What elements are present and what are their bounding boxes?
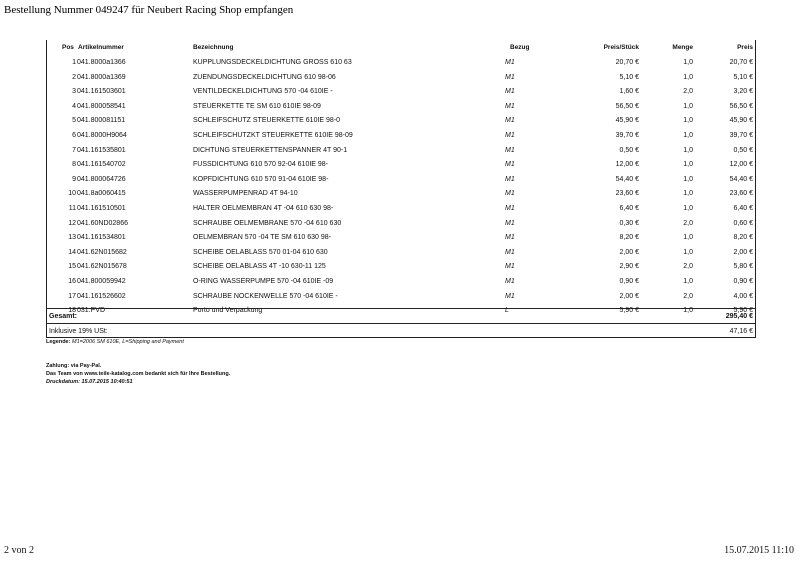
row-preis: 0,50 € [733,146,753,154]
row-artikelnummer: 041.161540702 [77,161,126,169]
legend-text: M1=2006 SM 610E, L=Shipping and Payment [71,339,184,345]
row-bezeichnung: SCHEIBE OELABLASS 4T -10 630-11 125 [193,263,326,271]
header-preis-stueck: Preis/Stück [603,44,639,51]
header-preis: Preis [737,44,753,51]
row-preis-stueck: 0,90 € [619,278,639,285]
order-table [46,40,756,338]
vat-row [47,323,755,339]
table-row [47,128,755,143]
row-pos: 1 [72,59,76,66]
row-pos: 11 [68,205,76,212]
row-preis: 54,40 € [729,175,753,183]
row-preis-stueck: 6,40 € [619,205,639,212]
row-menge: 1,0 [683,161,693,169]
row-artikelnummer: 041.800064726 [77,175,126,183]
row-preis: 45,90 € [729,117,753,125]
table-header [47,40,755,55]
row-bezug: M1 [505,248,515,256]
row-bezug: M1 [505,132,515,139]
row-bezeichnung: STEUERKETTE TE SM 610 610IE 98-09 [193,102,321,110]
row-preis-stueck: 2,00 € [619,292,639,300]
row-preis-stueck: 12,00 € [615,161,639,169]
table-row [47,70,755,85]
row-menge: 1,0 [683,117,693,125]
row-preis-stueck: 0,30 € [619,219,639,227]
row-preis-stueck: 54,40 € [615,175,639,183]
row-preis-stueck: 2,00 € [619,248,639,256]
order-notes [46,362,230,386]
payment-note: Zahlung: via Pay-Pal. [46,363,102,369]
row-menge: 1,0 [683,234,693,242]
table-row [47,289,755,304]
table-row [47,157,755,172]
row-pos: 2 [72,73,76,81]
row-bezeichnung: Porto und Verpackung [193,307,263,315]
row-pos: 13 [68,234,76,242]
row-preis-stueck: 1,60 € [619,88,639,96]
row-preis: 6,40 € [733,205,753,212]
row-artikelnummer: 041.60ND02866 [77,219,128,227]
row-pos: 17 [68,292,76,300]
row-bezug: M1 [505,278,515,285]
row-bezeichnung: FUSSDICHTUNG 610 570 92-04 610IE 98- [193,161,329,169]
row-preis-stueck: 23,60 € [615,190,639,198]
row-bezug: M1 [505,161,515,169]
row-preis-stueck: 20,70 € [615,59,639,66]
row-pos: 8 [72,161,76,169]
row-menge: 1,0 [683,278,693,285]
row-pos: 18 [68,307,76,315]
row-bezeichnung: SCHLEIFSCHUTZKT STEUERKETTE 610IE 98-09 [193,132,353,139]
total-value: 295,40 € [725,313,753,320]
print-date: Druckdatum: 15.07.2015 10:40:51 [46,379,133,385]
legend [46,339,184,345]
row-menge: 2,0 [683,292,693,300]
row-preis: 2,00 € [733,248,753,256]
table-row [47,84,755,99]
row-bezug: M1 [505,292,515,300]
row-bezeichnung: HALTER OELMEMBRAN 4T -04 610 630 98- [193,205,334,212]
row-pos: 15 [68,263,76,271]
table-row [47,172,755,187]
row-pos: 7 [72,146,76,154]
total-label: Gesamt: [49,313,78,320]
row-artikelnummer: 041.8000a1369 [77,73,126,81]
row-preis: 5,90 € [733,307,753,315]
row-preis-stueck: 0,50 € [619,146,639,154]
row-bezug: M1 [505,263,515,271]
row-menge: 1,0 [683,175,693,183]
row-preis-stueck: 8,20 € [619,234,639,242]
row-preis: 12,00 € [729,161,753,169]
table-row [47,245,755,260]
row-artikelnummer: 041.8000a1366 [77,59,126,66]
row-preis: 39,70 € [729,132,753,139]
row-bezeichnung: SCHRAUBE NOCKENWELLE 570 -04 610IE - [193,292,338,300]
row-bezeichnung: VENTILDECKELDICHTUNG 570 -04 610IE - [193,88,333,96]
row-pos: 3 [72,88,76,96]
row-preis-stueck: 56,50 € [615,102,639,110]
row-bezeichnung: ZUENDUNGSDECKELDICHTUNG 610 98-06 [193,73,336,81]
page-title: Bestellung Nummer 049247 für Neubert Racing Shop empfangen [4,4,294,16]
row-bezeichnung: SCHEIBE OELABLASS 570 01-04 610 630 [193,248,328,256]
row-bezeichnung: SCHLEIFSCHUTZ STEUERKETTE 610IE 98-0 [193,117,341,125]
row-bezug: L [505,307,509,315]
row-menge: 2,0 [683,263,693,271]
row-pos: 12 [68,219,76,227]
row-preis: 5,10 € [733,73,753,81]
table-row [47,216,755,231]
row-artikelnummer: 031.PVD [77,307,106,315]
row-menge: 1,0 [683,307,693,315]
total-row [47,308,755,324]
row-pos: 10 [68,190,76,198]
row-bezug: M1 [505,205,515,212]
row-artikelnummer: 041.62N015678 [77,263,127,271]
row-artikelnummer: 041.62N015682 [77,248,127,256]
row-bezug: M1 [505,117,515,125]
header-artikelnummer: Artikelnummer [78,44,124,51]
row-artikelnummer: 041.800058541 [77,102,126,110]
footer-datetime: 15.07.2015 11:10 [724,545,794,556]
row-artikelnummer: 041.161535801 [77,146,126,154]
row-pos: 16 [68,278,76,285]
row-menge: 1,0 [683,205,693,212]
table-row [47,230,755,245]
row-preis: 23,60 € [729,190,753,198]
row-preis: 20,70 € [729,59,753,66]
row-bezug: M1 [505,190,515,198]
row-pos: 6 [72,132,76,139]
row-pos: 4 [72,102,76,110]
row-bezug: M1 [505,146,515,154]
row-menge: 1,0 [683,146,693,154]
row-artikelnummer: 041.161510501 [77,205,126,212]
row-artikelnummer: 041.800081151 [77,117,126,125]
row-pos: 5 [72,117,76,125]
row-preis-stueck: 2,90 € [619,263,639,271]
row-bezeichnung: O-RING WASSERPUMPE 570 -04 610IE -09 [193,278,334,285]
row-preis: 8,20 € [733,234,753,242]
row-menge: 1,0 [683,190,693,198]
row-preis-stueck: 45,90 € [615,117,639,125]
header-pos: Pos [62,44,74,51]
row-artikelnummer: 041.161526602 [77,292,126,300]
row-menge: 1,0 [683,59,693,66]
header-bezug: Bezug [510,44,530,51]
legend-label: Legende: [46,339,71,345]
row-menge: 1,0 [683,248,693,256]
row-artikelnummer: 041.161503601 [77,88,126,96]
row-preis: 3,20 € [733,88,753,96]
row-menge: 2,0 [683,88,693,96]
row-preis-stueck: 5,10 € [619,73,639,81]
row-artikelnummer: 041.800059942 [77,278,126,285]
table-row [47,113,755,128]
row-pos: 14 [68,248,76,256]
row-preis: 4,00 € [733,292,753,300]
table-row [47,259,755,274]
row-artikelnummer: 041.161534801 [77,234,126,242]
row-preis: 0,60 € [733,219,753,227]
row-bezug: M1 [505,88,515,96]
row-bezeichnung: SCHRAUBE OELMEMBRANE 570 -04 610 630 [193,219,342,227]
row-preis: 0,90 € [733,278,753,285]
row-preis-stueck: 5,90 € [619,307,639,315]
row-preis: 5,80 € [733,263,753,271]
row-artikelnummer: 041.8a0060415 [77,190,126,198]
table-row [47,274,755,289]
vat-value: 47,16 € [729,328,753,335]
row-bezeichnung: KUPPLUNGSDECKELDICHTUNG GROSS 610 63 [193,59,352,66]
row-artikelnummer: 041.8000H9064 [77,132,127,139]
row-bezug: M1 [505,73,515,81]
thanks-note: Das Team von www.teile-katalog.com bedankt sich für Ihre Bestellung. [46,371,231,377]
table-row [47,99,755,114]
row-bezeichnung: KOPFDICHTUNG 610 570 91-04 610IE 98- [193,175,329,183]
row-menge: 1,0 [683,102,693,110]
row-menge: 1,0 [683,73,693,81]
row-bezeichnung: WASSERPUMPENRAD 4T 94-10 [193,190,298,198]
page-number: 2 von 2 [4,545,34,556]
row-menge: 1,0 [683,132,693,139]
row-bezeichnung: OELMEMBRAN 570 -04 TE SM 610 630 98- [193,234,331,242]
row-pos: 9 [72,175,76,183]
row-menge: 2,0 [683,219,693,227]
table-row [47,201,755,216]
row-preis-stueck: 39,70 € [615,132,639,139]
row-bezeichnung: DICHTUNG STEUERKETTENSPANNER 4T 90-1 [193,146,348,154]
vat-label: Inklusive 19% USt: [49,328,108,335]
header-bezeichnung: Bezeichnung [193,44,234,51]
row-bezug: M1 [505,234,515,242]
table-row [47,143,755,158]
row-bezug: M1 [505,102,515,110]
row-bezug: M1 [505,175,515,183]
table-row [47,55,755,70]
header-menge: Menge [672,44,693,51]
row-preis: 56,50 € [729,102,753,110]
table-row [47,186,755,201]
row-bezug: M1 [505,59,515,66]
row-bezug: M1 [505,219,515,227]
